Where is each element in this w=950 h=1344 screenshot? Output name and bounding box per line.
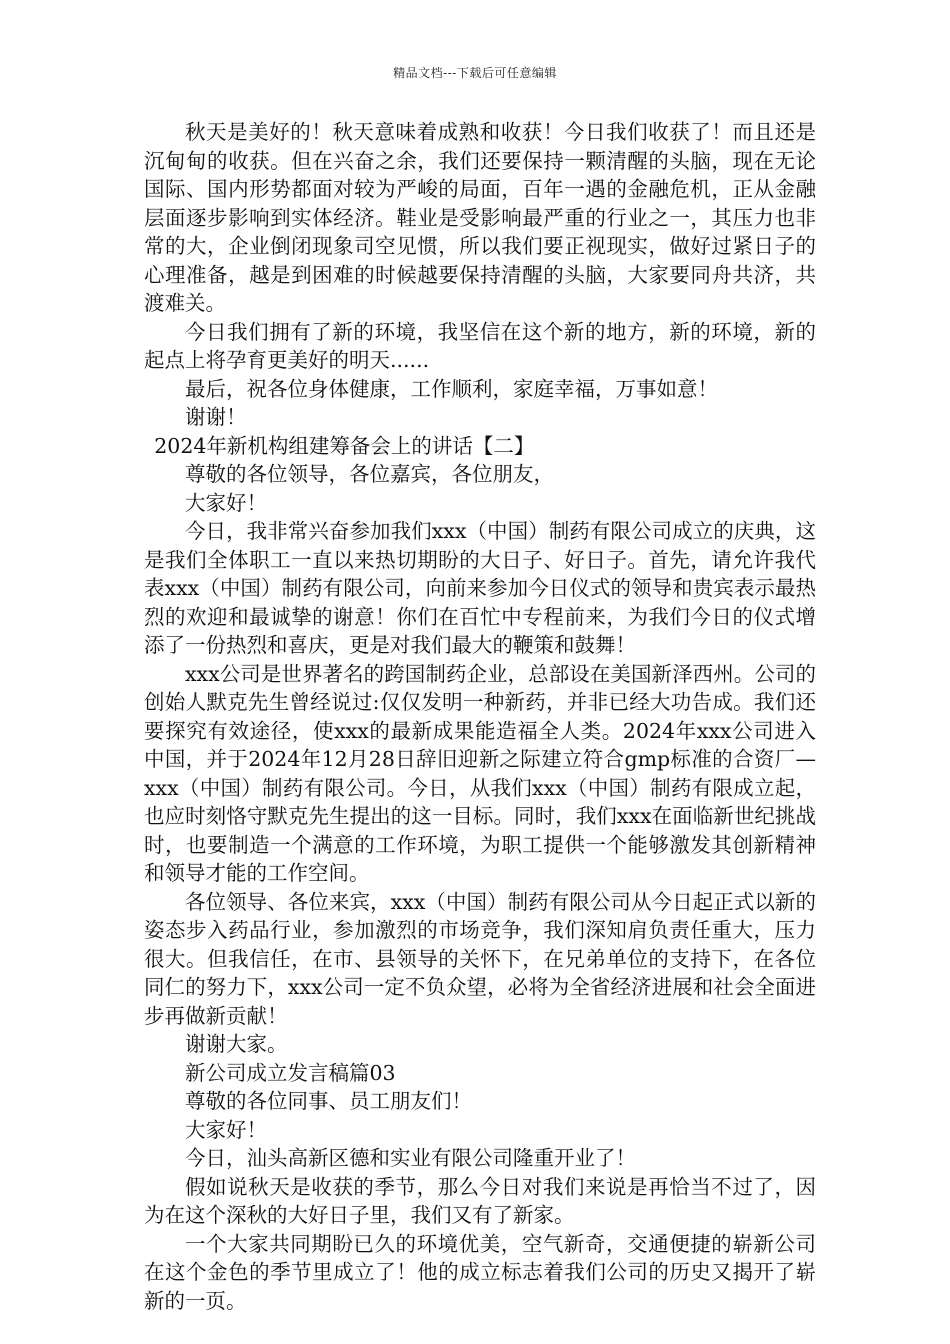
- paragraph: 今日，汕头高新区德和实业有限公司隆重开业了！: [185, 1146, 636, 1170]
- greeting: 大家好！: [185, 490, 267, 515]
- paragraph: 谢谢大家。: [185, 1032, 288, 1056]
- paragraph: 秋天是美好的！秋天意味着成熟和收获！今日我们收获了！而且还是沉甸甸的收获。但在兴奋之余，我们还要保持一颗清醒的头脑，现在无论国际、国内形势都面对较为严峻的局面，百年一遇的金融危机，正从金融层面逐步影响到实体经济。鞋业是受影响最严重的行业之一，其压力也非常的大，企业倒闭现象司空见惯，所以我们要正视现实，做好过紧日子的心理准备，越是到困难的时候越要保持清醒的头脑，大家要同舟共济，共渡难关。: [144, 120, 816, 315]
- salutation: 尊敬的各位同事、员工朋友们！: [185, 1089, 472, 1113]
- section-heading: 新公司成立发言稿篇03: [185, 1060, 396, 1085]
- paragraph: 最后，祝各位身体健康，工作顺利，家庭幸福，万事如意！: [185, 376, 718, 401]
- paragraph: 谢谢！: [185, 405, 247, 429]
- paragraph: 假如说秋天是收获的季节，那么今日对我们来说是再恰当不过了，因为在这个深秋的大好日子里，我们又有了新家。: [144, 1174, 816, 1227]
- paragraph: 今日，我非常兴奋参加我们xxx（中国）制药有限公司成立的庆典，这是我们全体职工一直以来热切期盼的大日子、好日子。首先，请允许我代表xxx（中国）制药有限公司，向前来参加今日仪式的领导和贵宾表示最热烈的欢迎和最诚挚的谢意！你们在百忙中专程前来，为我们今日的仪式增添了一份热烈和喜庆，更是对我们最大的鞭策和鼓舞！: [144, 519, 816, 657]
- paragraph: 各位领导、各位来宾，xxx（中国）制药有限公司从今日起正式以新的姿态步入药品行业，参加激烈的市场竞争，我们深知肩负责任重大，压力很大。但我信任，在市、县领导的关怀下，在兄弟单位的支持下，在各位同仁的努力下，xxx公司一定不负众望，必将为全省经济进展和社会全面进步再做新贡献！: [144, 889, 816, 1028]
- page-header: 精品文档---下载后可任意编辑: [393, 66, 557, 80]
- greeting: 大家好！: [185, 1117, 267, 1142]
- document-body: [144, 118, 816, 1315]
- paragraph: 一个大家共同期盼已久的环境优美，空气新奇，交通便捷的崭新公司在这个金色的季节里成立了！他的成立标志着我们公司的历史又揭开了崭新的一页。: [144, 1231, 816, 1313]
- paragraph: 今日我们拥有了新的环境，我坚信在这个新的地方，新的环境，新的起点上将孕育更美好的明天......: [144, 319, 816, 372]
- section-heading: 2024年新机构组建筹备会上的讲话【二】: [154, 433, 535, 458]
- salutation: 尊敬的各位领导，各位嘉宾，各位朋友，: [185, 462, 554, 486]
- paragraph: xxx公司是世界著名的跨国制药企业，总部设在美国新泽西州。公司的创始人默克先生曾经说过:仅仅发明一种新药，并非已经大功告成。我们还要探究有效途径，使xxx的最新成果能造福全人类。2024年xxx公司进入中国，并于2024年12月28日辞旧迎新之际建立符合gmp标准的合资厂—xxx（中国）制药有限公司。今日，从我们xxx（中国）制药有限成立起，也应时刻恪守默克先生提出的这一目标。同时，我们xxx在面临新世纪挑战时，也要制造一个满意的工作环境，为职工提供一个能够激发其创新精神和领导才能的工作空间。: [144, 661, 816, 885]
